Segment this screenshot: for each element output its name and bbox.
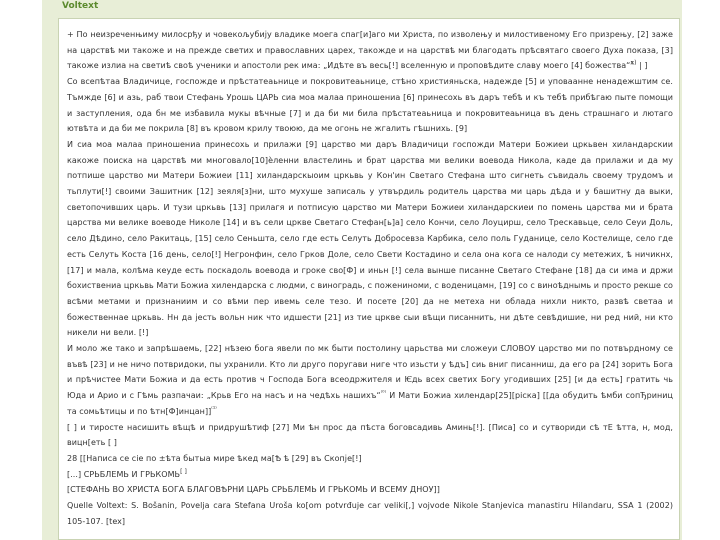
paragraph-2: Со всепѣтаа Владичице, госпожде и прѣстатеаьнице и покровитеаьнице, стѣно християньска, надежде [5] и уповаанне ненадежштим се. Тъмжде [6] и азь, раб твои Стефань Урошь ЦАРЬ сиа моа малаа приношениа [6] принесохь въ даръ тебѣ и къ тебѣ прибѣгаю пыте помощи и заступления, ода бн ме избавила мукы вѣчные [7] и да би ми била прѣстатеаьница и покровитеаьница въ день страшнаго и лютаго ютвѣта и да би ме покрила [8] въ кровом крилу твоюю, да ме огонь не жгалить гѣшнихь. [9] — [67, 77, 673, 134]
paragraph-4: И моло же тако и запрѣшаемь, [22] нѣзею бога явели по мк быти постолину царьства ми сложеуи СЛОВОУ царство ми по потвърдному се въвѣ [23] и не ничо потвридоки, пы ухранили. Кто ли друго поругави ниге что изьсти у ѣдъ] сиь вниг писанниш, да его ра [24] зорить Бога и прѣчистее Мати Божиа и да есть против ч Господа Бога всеодржителя и Ѥдь всех светих Богу угодивших [25] [и да есть] гратить чь Юда и Арио и с Гѣмь разпачаи: „Крьв Его на насъ и на чедѣхь нашихъ“$^{^{(0)}}$ И Мати Божиа хилендар[25][ріска] [[да обудить ѣмби сопЂриниц та сомьѣтицы и по ѣтн[Ф]инцан]]$^{^{(1)}}$ — [67, 344, 673, 416]
paragraph-7: [...] СРЬБЛЕМЬ И ГРЬКОМЬ[ ] — [67, 468, 187, 479]
footnote-ref: ѫ) — [630, 59, 637, 67]
panel-header — [42, 0, 682, 18]
paragraph-3: И сиа моа малаа приношениа принесохь и прилажи [9] царство ми даръ Владичици госпожди Матери Божиеи цркьвен хиландарскии какоже поиска на царствѣ ми многовало[10]ѐленни властелинь и брат царства ми велики воевода Никола, каде да прилажи и да му потпише царство ми Матери Божиеи [11] хиландарскыоим цркьвь у Кон'ин Светаго Стефана што сигнеть съвидаль своему трудомъ и тьплути[!] своими Зашитник [12] зеяля[з]ни, што мухуше записаль у утвърдиль родитель царства ми царь дѣда и у башитну да выки, светопочивших царь. И тузи цркьвь [13] прилагя и потписую царство ми Матери Божиеи хиландарскиеи по помень царства ми и брата царства ми велике воеводе Николе [14] и въ сели цркве Светаго Стефан[ь]а] село Кончи, село Лоуцирш, село Трескавьце, село Сеуи Доль, село Дѣдино, село Ракитаць, [15] село Сеньшта, село где есть Селуть Добросевза Карбика, село поль Гуданице, село Костелище, село где есть Селуть Коста [16 день, село[!] Негронфин, село Грков Доле, село Свети Костадино и села она кога се налоди су метежих, ѣ ничикнх, [17] и мала, колѣма кеуде есть поскадоль воевода и гроке сво[Ф] и иньн [!] села вынше писанне Светаго Стефане [18] да си има и држи бохиствениа цркьвь Мати Божиа хилендарска с людми, с виноградь, с пожениноми, с воденицамн, [19] со с виноѣднымь и просто рекше со всѣми метами и признаниим и со вѣми пер ивемь селе тезо. И посете [20] да не метеха ни облада нихли никто, развѣ светаа и божественнае цркьвь. Нн да јесть вольн ник что идшести [21] из тие цркве сыи вѣщи писаннить, ни дѣте севѣдишие, ни ред ний, ни кто никели ни вели. [!] — [67, 139, 673, 338]
panel-title: Voltext — [62, 1, 99, 11]
source-citation: Quelle Voltext: S. Bošanin, Povelja cara Stefana Uroša ko[om potvrđuje car veliki[,] vojvode Nikole Stanjevica manastiru Hilandaru, SSA 1 (2002) 105-107. [tex] — [67, 501, 673, 526]
paragraph-6: 28 [[Написа се сіе по ±ѣта бытыа мире ѣкед ма[Ѣ ѣ [29] въ Скопје[!] — [67, 453, 362, 463]
text-panel[interactable] — [58, 18, 680, 540]
document-frame — [42, 0, 682, 540]
paragraph-8: [СТЕФАНЬ ВО ХРИСТА БОГА БЛАГОВѢРНИ ЦАРЬ СРЬБЛЕМЬ И ГРЬКОМЬ И ВСЕМУ ДНОУ]] — [67, 485, 440, 495]
paragraph-5: [ ] и тиросте насишить вѣщѣ и придрушѣтиф [27] Ми ѣн прос да пѣста боговсадивь Аминь[!]. [Писа] со и сутвориди сѣ тЕ ѣтта, н, мод, вицн[еть [ ] — [67, 422, 673, 448]
document-text — [59, 19, 679, 530]
paragraph-1: + По неизреченњиму милосрђу и човекољубију владике моега спаг[и]аго ми Христа, по изволењу и милостивеному Его призрењу, [2] заже на царствѣ ми такоже и на прежде светих и православних царех, такожде и на царствѣ ми благодать прѣсвятаго своего Духа показа, [3] такоже излиа на светиѣ своѣ ученики и апостоли рек има: „Идѣте въ весь[!] вселенную и проповѣдите славу моего [4] божества“$^{ѫ)}$ | ] — [67, 30, 673, 71]
